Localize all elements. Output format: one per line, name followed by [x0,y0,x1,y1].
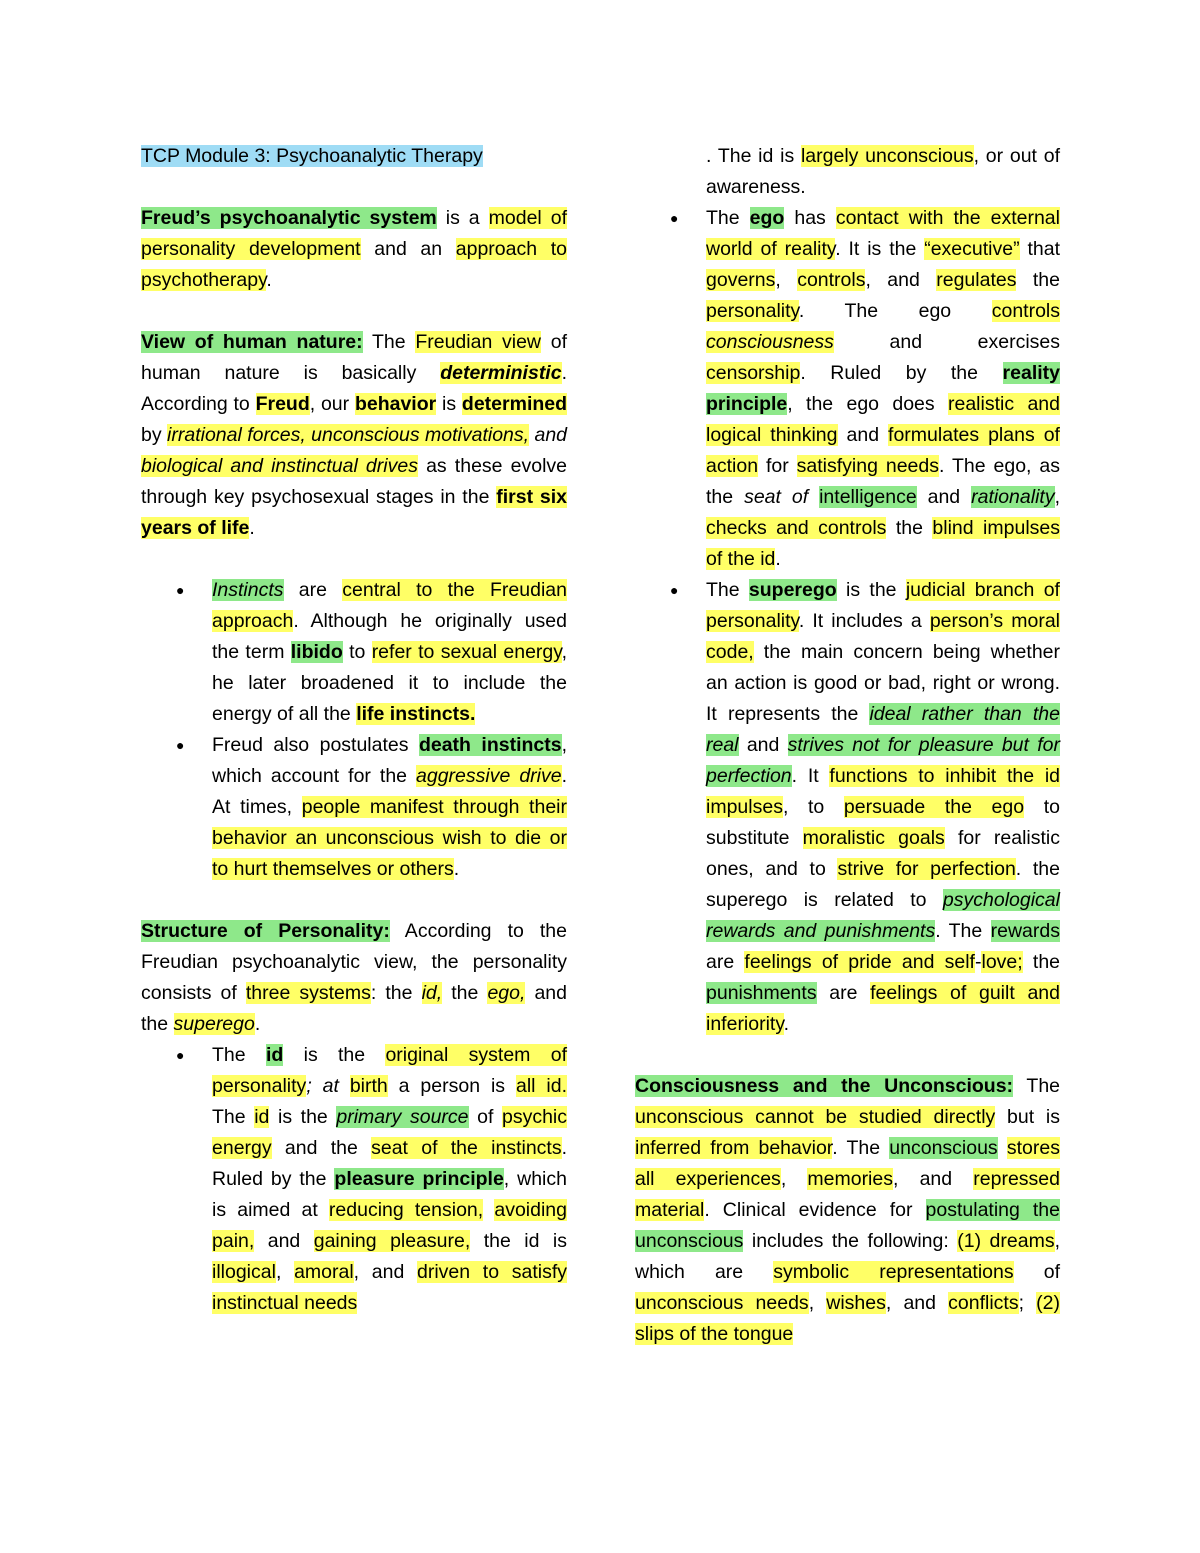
right-column [635,141,1060,1350]
list-item-id-continued: . The id is largely unconscious, or out of awareness. [706,145,1060,198]
page-title: TCP Module 3: Psychoanalytic Therapy [141,145,483,167]
structure-paragraph: Structure of Personality: According to the Freudian psychoanalytic view, the personality consists of three systems: the id, the ego, and the superego. [141,920,568,1035]
list-item-instincts: ● Instincts are central to the Freudian approach. Although he originally used the term libido to refer to sexual energy, he later broadened it to include the energy of all the life instincts. [212,575,567,730]
left-column [141,141,567,1319]
consciousness-paragraph: Consciousness and the Unconscious: The unconscious cannot be studied directly but is inferred from behavior. The unconscious stores all experiences, memories, and repressed material. Clinical evidence for postulating the unconscious includes the following: (1) dreams, which are symbolic representations of unconscious needs, wishes, and conflicts; (2) slips of the tongue [635,1075,1061,1345]
human-nature-paragraph: View of human nature: The Freudian view of human nature is basically deterministic. According to Freud, our behavior is determined by irrational forces, unconscious motivations, and biological and instinctual drives as these evolve through key psychosexual stages in the first six years of life. [141,331,568,539]
list-item-death-instincts: ● Freud also postulates death instincts, which account for the aggressive drive. At times, people manifest through their behavior an unconscious wish to die or to hurt themselves or others. [212,730,567,885]
structure-list-continued [635,141,1060,1040]
instincts-list [141,575,567,885]
list-item-superego: ● The superego is the judicial branch of personality. It includes a person’s moral code, the main concern being whether an action is good or bad, right or wrong. It represents the ideal rather than the real and strives not for pleasure but for perfection. It functions to inhibit the id impulses, to persuade the ego to substitute moralistic goals for realistic ones, and to strive for perfection. the superego is related to psychological rewards and punishments. The rewards are feelings of pride and self-love; the punishments are feelings of guilt and inferiority. [706,575,1060,1040]
list-item-ego: ● The ego has contact with the external world of reality. It is the “executive” that governs, controls, and regulates the personality. The ego controls consciousness and exercises censorship. Ruled by the reality principle, the ego does realistic and logical thinking and formulates plans of action for satisfying needs. The ego, as the seat of intelligence and rationality, checks and controls the blind impulses of the id. [706,203,1060,575]
structure-list [141,1040,567,1319]
intro-paragraph: Freud’s psychoanalytic system is a model of personality development and an approach to psychotherapy. [141,207,567,291]
list-item-id: ● The id is the original system of personality; at birth a person is all id. The id is the primary source of psychic energy and the seat of the instincts. Ruled by the pleasure principle, which is aimed at reducing tension, avoiding pain, and gaining pleasure, the id is illogical, amoral, and driven to satisfy instinctual needs [212,1040,567,1319]
